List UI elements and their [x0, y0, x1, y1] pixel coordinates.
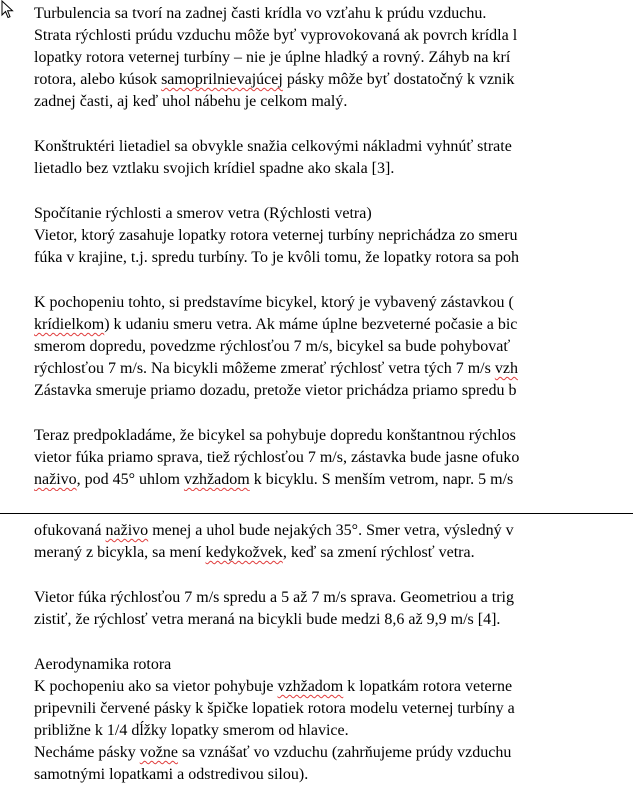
text-line: Teraz predpokladáme, že bicykel sa pohybuje dopredu konštantnou rýchlos — [34, 427, 516, 444]
misspelled-word: krídielkom — [34, 316, 105, 333]
text-line — [34, 358, 633, 380]
blank-line — [34, 113, 633, 136]
misspelled-word: vožne — [139, 744, 178, 761]
text-line: zadnej časti, aj keď uhol nábehu je celkom malý. — [34, 93, 348, 110]
text-line: Konštruktéri lietadiel sa obvykle snažia celkovými nákladmi vyhnúť strate — [34, 138, 512, 155]
paragraph — [34, 520, 633, 564]
text-line: zistiť, že rýchlosť vetra meraná na bicykli bude medzi 8,6 až 9,9 m/s [4]. — [34, 611, 501, 628]
text-run: menej a uhol bude nejakých 35°. Smer vetra, výsledný v — [148, 522, 514, 539]
text-line: vietor fúka priamo sprava, tiež rýchlosťou 7 m/s, zástavka bude jasne ofuko — [34, 449, 520, 466]
text-line: Zástavka smeruje priamo dozadu, pretože vietor prichádza priamo spredu b — [34, 382, 517, 399]
text-line: Turbulencia sa tvorí na zadnej časti krídla vo vzťahu k prúdu vzduchu. — [34, 5, 487, 22]
blank-line — [34, 180, 633, 203]
text-line: pripevnili červené pásky k špičke lopatiek rotora modelu veternej turbíny a — [34, 700, 515, 717]
text-line — [34, 469, 633, 491]
text-line: Vietor fúka rýchlosťou 7 m/s spredu a 5 až 7 m/s sprava. Geometriou a trig — [34, 589, 514, 606]
text-run: meraný z bicykla, sa mení — [34, 544, 206, 561]
text-line: smerom dopredu, povedzme rýchlosťou 7 m/s, bicykel sa bude pohybovať — [34, 338, 511, 355]
section-heading: Aerodynamika rotora — [34, 656, 172, 673]
paragraph — [34, 587, 633, 631]
text-line — [34, 520, 633, 542]
paragraph — [34, 136, 633, 180]
document-page-1 — [34, 3, 633, 491]
text-run: rýchlosťou 7 m/s. Na bicykli môžeme zmerať rýchlosť vetra tých 7 m/s — [34, 360, 495, 377]
page-break-line — [0, 513, 633, 514]
text-line: K pochopeniu tohto, si predstavíme bicykel, ktorý je vybavený zástavkou ( — [34, 294, 514, 311]
blank-line — [34, 631, 633, 654]
paragraph — [34, 292, 633, 402]
document-page-2 — [34, 520, 633, 786]
text-line — [34, 742, 633, 764]
section-heading: Spočítanie rýchlosti a smerov vetra (Rýchlosti vetra) — [34, 205, 372, 222]
text-run: K pochopeniu ako sa vietor pohybuje — [34, 678, 278, 695]
misspelled-word: naživo — [34, 471, 77, 488]
blank-line — [34, 269, 633, 292]
misspelled-word: vzh — [494, 360, 518, 377]
misspelled-word: vzhžadom — [277, 678, 344, 695]
text-line: samotnými lopatkami a odstredivou silou). — [34, 766, 309, 783]
paragraph — [34, 225, 633, 269]
text-line: približne k 1/4 dĺžky lopatky smerom od hlavice. — [34, 722, 349, 739]
text-line — [34, 676, 633, 698]
paragraph — [34, 3, 633, 113]
misspelled-word: samoprilnievajúcej — [161, 71, 283, 88]
text-run: , keď sa zmení rýchlosť vetra. — [282, 544, 475, 561]
text-run: ) k udaniu smeru vetra. Ak máme úplne bezveterné počasie a bic — [104, 316, 518, 333]
paragraph — [34, 425, 633, 491]
blank-line — [34, 564, 633, 587]
text-line: fúka v krajine, t.j. spredu turbíny. To je kvôli tomu, že lopatky rotora sa poh — [34, 249, 519, 266]
text-line — [34, 542, 633, 564]
text-run: , pod 45° uhlom — [76, 471, 184, 488]
misspelled-word: naživo — [105, 522, 149, 539]
text-line: lietadlo bez vztlaku svojich krídiel spadne ako skala [3]. — [34, 160, 395, 177]
text-run: pásky môže byť dostatočný k vznik — [282, 71, 515, 88]
arrow-cursor-icon — [1, 0, 15, 20]
text-line — [34, 314, 633, 336]
text-run: sa vznášať vo vzduchu (zahrňujeme prúdy vzduchu — [177, 744, 512, 761]
text-line: Vietor, ktorý zasahuje lopatky rotora veternej turbíny neprichádza zo smeru — [34, 227, 518, 244]
text-run: ofukovaná — [34, 522, 106, 539]
text-line: lopatky rotora veternej turbíny – nie je úplne hladký a rovný. Záhyb na krí — [34, 49, 511, 66]
text-line: Strata rýchlosti prúdu vzduchu môže byť vyprovokovaná ak povrch krídla l — [34, 27, 518, 44]
blank-line — [34, 402, 633, 425]
text-run: Necháme pásky — [34, 744, 140, 761]
text-run: k lopatkám rotora veterne — [343, 678, 513, 695]
misspelled-word: vzhžadom — [183, 471, 250, 488]
text-run: k bicyklu. S menším vetrom, napr. 5 m/s — [249, 471, 514, 488]
paragraph — [34, 676, 633, 786]
misspelled-word: kedykožvek — [205, 544, 283, 561]
text-line — [34, 69, 633, 91]
text-run: rotora, alebo kúsok — [34, 71, 162, 88]
